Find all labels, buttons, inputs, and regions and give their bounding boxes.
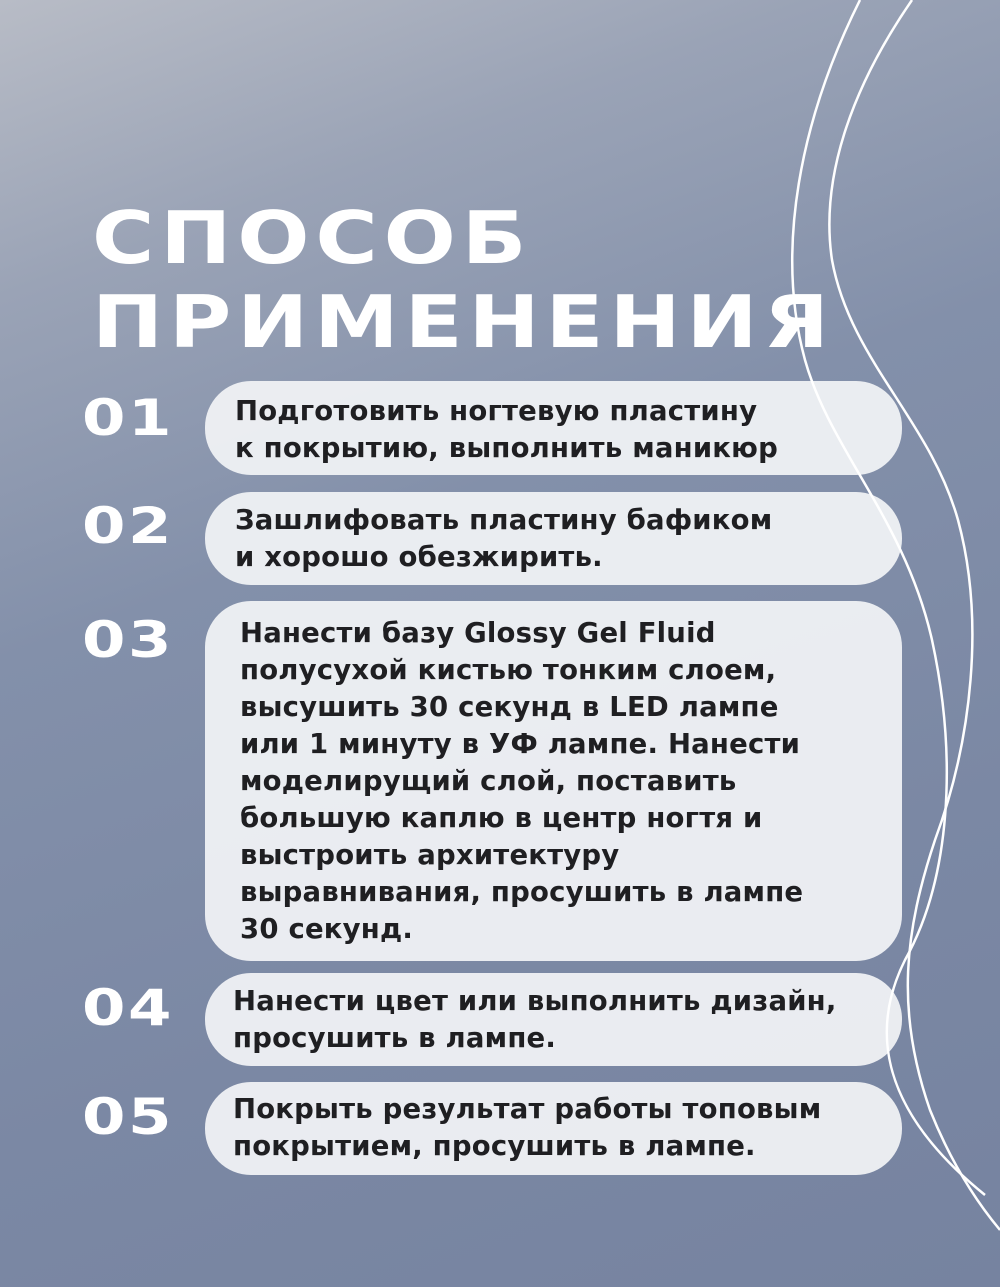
step-card-5 [205, 1082, 902, 1175]
step-card-3 [205, 601, 902, 961]
title-line-1: СПОСОБ [92, 196, 533, 280]
step-text-2: Зашлифовать пластину бафиком и хорошо обезжирить. [235, 504, 773, 573]
title-line-2: ПРИМЕНЕНИЯ [92, 280, 835, 364]
step-text-1: Подготовить ногтевую пластину к покрытию, выполнить маникюр [235, 395, 778, 464]
step-number-3: 03 [82, 611, 174, 669]
step-card-1 [205, 381, 902, 475]
step-number-1: 01 [82, 389, 174, 447]
step-number-5: 05 [82, 1088, 174, 1146]
step-text-3: Нанести базу Glossy Gel Fluid полусухой кистью тонким слоем, высушить 30 секунд в LED лампе или 1 минуту в УФ лампе. Нанести моделирущий слой, поставить большую каплю в центр ногтя и выстроить архитектуру выравнивания, просушить в лампе 30 секунд. [240, 617, 804, 945]
step-number-2: 02 [82, 497, 174, 555]
step-card-2 [205, 492, 902, 585]
step-text-5: Покрыть результат работы топовым покрытием, просушить в лампе. [233, 1093, 822, 1162]
step-number-4: 04 [82, 979, 174, 1037]
step-card-4 [205, 973, 902, 1066]
page-title [92, 196, 835, 364]
step-text-4: Нанести цвет или выполнить дизайн, просушить в лампе. [233, 985, 837, 1054]
